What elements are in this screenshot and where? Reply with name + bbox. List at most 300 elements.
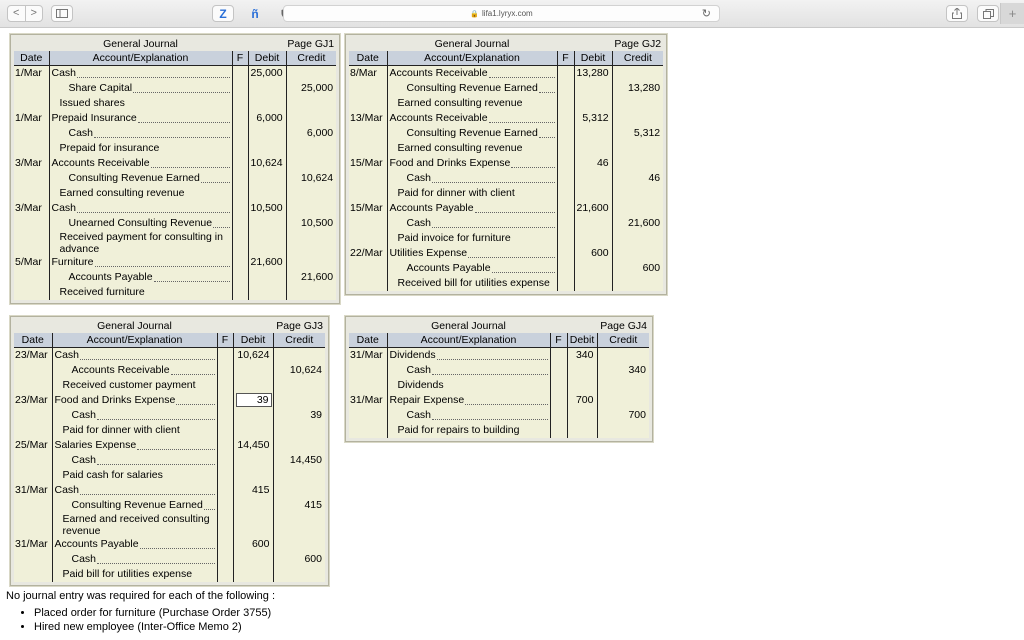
entry-folio — [217, 453, 233, 468]
leader-dots — [465, 404, 547, 405]
entry-debit — [574, 126, 612, 141]
journal-row — [14, 231, 336, 255]
entry-date — [14, 423, 52, 438]
entry-debit: 10,624 — [248, 156, 286, 171]
journal-row — [14, 453, 325, 468]
entry-explanation: Received payment for consulting in advance — [49, 231, 232, 255]
entry-credit: 46 — [612, 171, 663, 186]
entry-debit: 6,000 — [248, 111, 286, 126]
entry-folio — [217, 498, 233, 513]
entry-folio — [217, 378, 233, 393]
entry-date — [14, 81, 49, 96]
entry-credit — [286, 111, 336, 126]
entry-folio — [557, 81, 574, 96]
page-label: Page GJ4 — [567, 319, 649, 333]
address-bar[interactable] — [283, 5, 720, 22]
header-debit: Debit — [574, 51, 612, 66]
entry-folio — [550, 408, 567, 423]
journal-row — [14, 552, 325, 567]
journal-row — [349, 408, 649, 423]
entry-debit — [574, 231, 612, 246]
entry-date: 31/Mar — [350, 394, 383, 406]
entry-account — [52, 393, 217, 408]
journal-row — [349, 276, 663, 291]
account-name: Salaries Expense — [54, 439, 137, 451]
leader-dots — [432, 227, 554, 228]
journal-row — [14, 141, 336, 156]
entry-account — [387, 261, 557, 276]
entry-credit: 5,312 — [612, 126, 663, 141]
account-line — [72, 552, 215, 567]
account-name: Consulting Revenue Earned — [406, 82, 538, 94]
browser-toolbar — [0, 0, 1024, 28]
entry-date: 23/Mar — [15, 394, 48, 406]
entry-date: 5/Mar — [15, 256, 42, 268]
entry-date: 25/Mar — [15, 439, 48, 451]
leader-dots — [171, 374, 215, 375]
journal-row — [14, 438, 325, 453]
entry-debit — [248, 81, 286, 96]
entry-explanation: Prepaid for insurance — [49, 141, 232, 156]
leader-dots — [133, 92, 229, 93]
entry-explanation: Paid for dinner with client — [52, 423, 217, 438]
header-f: F — [550, 333, 567, 348]
account-name: Cash — [71, 454, 97, 466]
entry-debit — [567, 408, 597, 423]
journal-row — [349, 66, 663, 82]
entry-folio — [232, 270, 248, 285]
account-line — [407, 81, 555, 96]
entry-folio — [217, 468, 233, 483]
entry-date — [14, 171, 49, 186]
entry-credit: 21,600 — [612, 216, 663, 231]
entry-debit — [233, 567, 273, 582]
journal-row — [349, 186, 663, 201]
journal-row — [349, 171, 663, 186]
leader-dots — [97, 419, 214, 420]
header-date: Date — [14, 333, 52, 348]
journal-row — [349, 231, 663, 246]
entry-explanation: Earned consulting revenue — [387, 96, 557, 111]
entry-debit — [248, 186, 286, 201]
leader-dots — [151, 167, 230, 168]
url-text: lifa1.lyryx.com — [482, 9, 533, 18]
back-button[interactable]: < — [13, 7, 20, 19]
entry-date: 31/Mar — [15, 538, 48, 550]
journal-row — [14, 378, 325, 393]
entry-date — [14, 513, 52, 537]
entry-credit — [597, 393, 649, 408]
entry-credit — [286, 141, 336, 156]
entry-credit: 415 — [273, 498, 325, 513]
entry-date: 31/Mar — [350, 349, 383, 361]
account-name: Accounts Payable — [406, 262, 491, 274]
entry-account — [387, 126, 557, 141]
journal-row — [349, 126, 663, 141]
account-name: Repair Expense — [389, 394, 465, 406]
entry-account — [387, 393, 550, 408]
entry-debit: 21,600 — [248, 255, 286, 270]
account-line — [390, 246, 555, 261]
entry-folio — [232, 141, 248, 156]
account-line — [72, 408, 215, 423]
account-name: Accounts Receivable — [389, 67, 488, 79]
entry-date — [349, 261, 387, 276]
tabs-icon — [983, 9, 994, 19]
leader-dots — [77, 77, 229, 78]
entry-date: 31/Mar — [15, 484, 48, 496]
entry-date — [14, 408, 52, 423]
entry-date: 13/Mar — [350, 112, 383, 124]
leader-dots — [489, 77, 555, 78]
entry-debit — [233, 468, 273, 483]
entry-credit — [612, 276, 663, 291]
journal-row — [14, 171, 336, 186]
entry-folio — [217, 513, 233, 537]
account-line — [52, 201, 230, 216]
entry-credit — [273, 537, 325, 552]
sidebar-button[interactable] — [51, 5, 73, 22]
entry-explanation: Earned consulting revenue — [49, 186, 232, 201]
header-debit: Debit — [233, 333, 273, 348]
entry-explanation: Earned consulting revenue — [387, 141, 557, 156]
entry-credit — [273, 378, 325, 393]
journal-row — [349, 393, 649, 408]
journal-row — [14, 96, 336, 111]
entry-credit — [612, 111, 663, 126]
entry-account — [49, 111, 232, 126]
entry-date: 8/Mar — [350, 67, 377, 79]
entry-folio — [557, 66, 574, 82]
entry-account — [49, 156, 232, 171]
leader-dots — [138, 122, 230, 123]
entry-credit: 10,624 — [286, 171, 336, 186]
reload-icon[interactable]: ↻ — [701, 8, 711, 20]
entry-folio — [232, 201, 248, 216]
entry-account — [387, 201, 557, 216]
entry-date — [14, 270, 49, 285]
account-name: Accounts Receivable — [71, 364, 170, 376]
entry-credit — [273, 438, 325, 453]
journal-row — [14, 186, 336, 201]
account-line — [72, 498, 215, 513]
entry-debit — [248, 270, 286, 285]
leader-dots — [468, 257, 554, 258]
entry-folio — [217, 363, 233, 378]
lock-icon: 🔒 — [470, 10, 480, 18]
entry-folio — [217, 483, 233, 498]
account-line — [407, 126, 555, 141]
account-name: Consulting Revenue Earned — [71, 499, 203, 511]
leader-dots — [432, 374, 547, 375]
account-line — [55, 438, 215, 453]
entry-account — [387, 408, 550, 423]
account-line — [72, 363, 215, 378]
note-heading: No journal entry was required for each of the following : — [6, 590, 276, 602]
entry-debit — [233, 423, 273, 438]
entry-date — [349, 408, 387, 423]
entry-credit — [612, 186, 663, 201]
journal-title: General Journal — [52, 319, 217, 333]
header-credit: Credit — [597, 333, 649, 348]
journal-row — [349, 363, 649, 378]
leader-dots — [432, 419, 547, 420]
entry-debit — [574, 216, 612, 231]
journal-row — [349, 156, 663, 171]
account-line — [52, 156, 230, 171]
entry-folio — [232, 156, 248, 171]
entry-date — [14, 567, 52, 582]
entry-folio — [232, 96, 248, 111]
debit-input[interactable]: 39 — [236, 393, 272, 407]
entry-date: 3/Mar — [15, 202, 42, 214]
account-line — [69, 81, 230, 96]
entry-credit: 13,280 — [612, 81, 663, 96]
entry-credit — [286, 255, 336, 270]
entry-debit: 10,624 — [233, 348, 273, 364]
entry-credit — [597, 348, 649, 364]
account-line — [72, 453, 215, 468]
page-label: Page GJ1 — [248, 37, 336, 51]
journal-row — [14, 126, 336, 141]
entry-date: 3/Mar — [15, 157, 42, 169]
entry-date — [14, 498, 52, 513]
journal-table — [14, 37, 336, 300]
leader-dots — [475, 212, 555, 213]
account-name: Cash — [406, 172, 432, 184]
entry-debit — [233, 453, 273, 468]
entry-folio — [550, 363, 567, 378]
journal-row — [349, 246, 663, 261]
entry-credit: 25,000 — [286, 81, 336, 96]
leader-dots — [432, 182, 554, 183]
entry-date — [349, 171, 387, 186]
extension-z-button[interactable]: Z — [212, 5, 234, 22]
header-debit: Debit — [248, 51, 286, 66]
leader-dots — [80, 359, 214, 360]
no-entry-note — [6, 590, 275, 634]
leader-dots — [140, 548, 215, 549]
account-name: Accounts Payable — [68, 271, 153, 283]
entry-explanation: Dividends — [387, 378, 550, 393]
journal-row — [14, 408, 325, 423]
entry-debit — [233, 393, 273, 408]
header-f: F — [557, 51, 574, 66]
entry-credit: 340 — [597, 363, 649, 378]
entry-folio — [217, 438, 233, 453]
account-name: Cash — [406, 409, 432, 421]
entry-credit — [273, 423, 325, 438]
entry-debit — [574, 276, 612, 291]
header-f: F — [217, 333, 233, 348]
account-name: Accounts Payable — [389, 202, 474, 214]
leader-dots — [95, 266, 230, 267]
entry-account — [52, 537, 217, 552]
journal-row — [14, 483, 325, 498]
account-line — [55, 393, 215, 408]
leader-dots — [137, 449, 214, 450]
leader-dots — [204, 509, 215, 510]
account-line — [69, 126, 230, 141]
entry-folio — [217, 552, 233, 567]
leader-dots — [437, 359, 548, 360]
entry-credit — [273, 348, 325, 364]
entry-credit — [597, 378, 649, 393]
extension-n-button[interactable]: ñ — [251, 6, 259, 21]
journal-row — [349, 96, 663, 111]
account-name: Furniture — [51, 256, 94, 268]
account-line — [52, 111, 230, 126]
entry-credit: 6,000 — [286, 126, 336, 141]
journal-row — [349, 201, 663, 216]
entry-folio — [217, 348, 233, 364]
entry-folio — [550, 393, 567, 408]
entry-date — [14, 552, 52, 567]
journal-gj4 — [345, 316, 653, 442]
entry-folio — [557, 156, 574, 171]
entry-debit: 600 — [574, 246, 612, 261]
entry-folio — [557, 231, 574, 246]
leader-dots — [97, 563, 214, 564]
entry-debit: 600 — [233, 537, 273, 552]
entry-debit: 340 — [567, 348, 597, 364]
leader-dots — [492, 272, 555, 273]
entry-account — [387, 111, 557, 126]
entry-credit: 700 — [597, 408, 649, 423]
entry-date — [14, 216, 49, 231]
account-name: Accounts Receivable — [389, 112, 488, 124]
journal-title: General Journal — [387, 37, 557, 51]
journal-row — [14, 468, 325, 483]
entry-debit — [233, 498, 273, 513]
account-name: Prepaid Insurance — [51, 112, 137, 124]
account-line — [52, 255, 230, 270]
entry-date: 1/Mar — [15, 112, 42, 124]
journal-gj1 — [10, 34, 340, 304]
entry-date — [14, 96, 49, 111]
account-name: Cash — [51, 202, 77, 214]
forward-button[interactable]: > — [25, 6, 43, 21]
header-credit: Credit — [286, 51, 336, 66]
account-line — [407, 363, 548, 378]
entry-account — [49, 126, 232, 141]
entry-debit — [233, 378, 273, 393]
entry-debit — [248, 285, 286, 300]
journal-row — [14, 201, 336, 216]
entry-folio — [232, 111, 248, 126]
entry-account — [52, 408, 217, 423]
journal-row — [14, 363, 325, 378]
entry-debit — [248, 216, 286, 231]
entry-account — [49, 81, 232, 96]
entry-account — [52, 348, 217, 364]
account-line — [390, 66, 555, 81]
account-line — [52, 66, 230, 81]
entry-account — [387, 216, 557, 231]
header-account: Account/Explanation — [387, 333, 550, 348]
entry-explanation: Received bill for utilities expense — [387, 276, 557, 291]
entry-date — [14, 126, 49, 141]
header-date: Date — [349, 51, 387, 66]
journal-table — [349, 37, 663, 291]
entry-debit — [567, 363, 597, 378]
entry-credit — [286, 231, 336, 255]
entry-date — [14, 186, 49, 201]
account-name: Cash — [51, 67, 77, 79]
journal-row — [14, 255, 336, 270]
leader-dots — [489, 122, 555, 123]
entry-debit — [567, 378, 597, 393]
entry-credit — [273, 567, 325, 582]
entry-account — [387, 348, 550, 364]
nav-buttons — [7, 5, 43, 22]
account-name: Cash — [406, 364, 432, 376]
account-line — [390, 393, 548, 408]
account-name: Dividends — [389, 349, 436, 361]
entry-folio — [557, 261, 574, 276]
leader-dots — [154, 281, 230, 282]
header-account: Account/Explanation — [49, 51, 232, 66]
entry-explanation: Earned and received consulting revenue — [52, 513, 217, 537]
entry-account — [49, 270, 232, 285]
account-line — [390, 156, 555, 171]
entry-debit — [233, 408, 273, 423]
journal-row — [14, 111, 336, 126]
entry-date — [349, 363, 387, 378]
entry-debit — [248, 126, 286, 141]
entry-explanation: Paid invoice for furniture — [387, 231, 557, 246]
header-account: Account/Explanation — [387, 51, 557, 66]
entry-date — [349, 81, 387, 96]
entry-credit — [273, 393, 325, 408]
entry-credit — [612, 66, 663, 82]
account-line — [69, 171, 230, 186]
entry-folio — [557, 246, 574, 261]
entry-account — [387, 81, 557, 96]
entry-credit — [286, 66, 336, 82]
entry-folio — [232, 231, 248, 255]
leader-dots — [213, 227, 229, 228]
journal-row — [349, 111, 663, 126]
entry-folio — [232, 66, 248, 82]
entry-date — [349, 126, 387, 141]
account-name: Consulting Revenue Earned — [68, 172, 200, 184]
entry-debit: 14,450 — [233, 438, 273, 453]
entry-credit — [597, 423, 649, 438]
entry-folio — [557, 96, 574, 111]
entry-folio — [232, 171, 248, 186]
journal-row — [14, 513, 325, 537]
account-name: Share Capital — [68, 82, 133, 94]
journal-row — [14, 216, 336, 231]
journal-row — [14, 567, 325, 582]
journal-table — [349, 319, 649, 438]
entry-date — [349, 96, 387, 111]
note-list — [6, 606, 275, 634]
journal-title: General Journal — [387, 319, 550, 333]
journal-row — [14, 81, 336, 96]
tabs-button[interactable] — [977, 5, 999, 22]
entry-debit — [233, 552, 273, 567]
account-name: Accounts Receivable — [51, 157, 150, 169]
entry-credit — [273, 513, 325, 537]
entry-date — [349, 141, 387, 156]
account-name: Cash — [54, 484, 80, 496]
share-button[interactable] — [946, 5, 968, 22]
account-line — [55, 483, 215, 498]
leader-dots — [80, 494, 214, 495]
new-tab-button[interactable]: + — [1000, 3, 1024, 24]
